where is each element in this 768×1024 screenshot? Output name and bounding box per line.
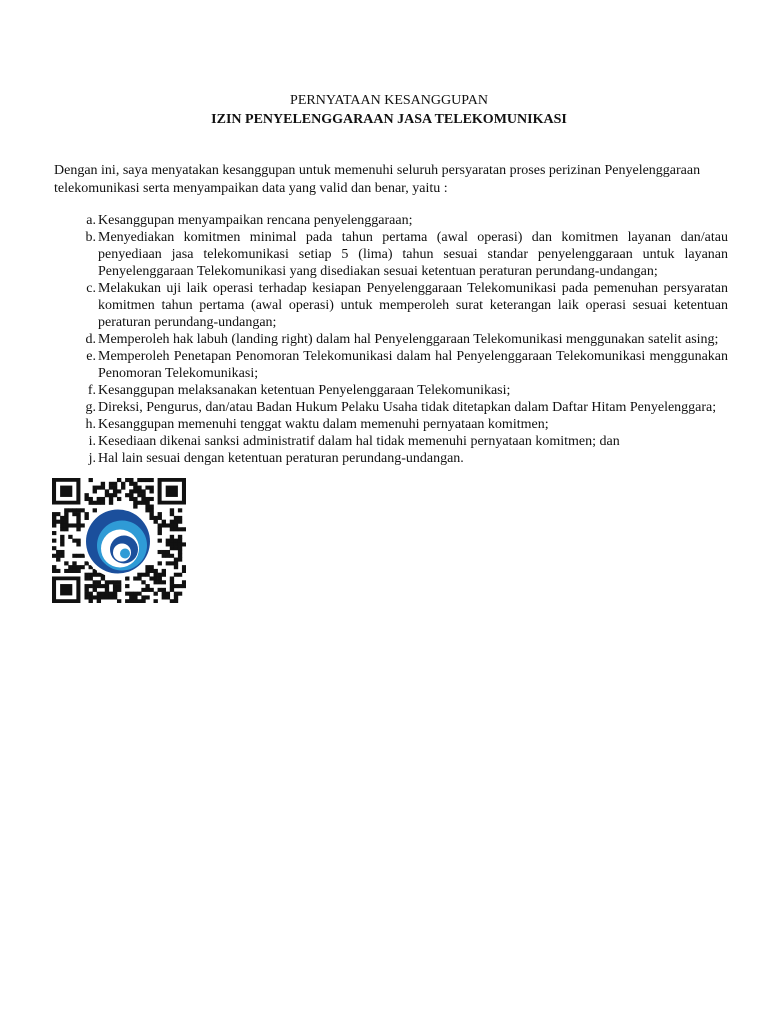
list-item-text: Memperoleh hak labuh (landing right) dalam hal Penyelenggaraan Telekomunikasi menggunakan satelit asing; (98, 332, 719, 347)
list-item (50, 280, 728, 331)
list-marker: c. (86, 281, 96, 296)
list-item (50, 450, 728, 467)
list-item-text: Kesanggupan memenuhi tenggat waktu dalam memenuhi pernyataan komitmen; (98, 417, 549, 432)
list-item (50, 433, 728, 450)
list-marker: e. (86, 349, 96, 364)
list-item-text: Kesanggupan menyampaikan rencana penyelenggaraan; (98, 213, 413, 228)
list-item-text: Menyediakan komitmen minimal pada tahun pertama (awal operasi) dan komitmen layanan dan/atau penyediaan jasa telekomunikasi setiap 5 (lima) tahun sesuai standar penyelenggaraan untuk layanan Penyelenggaraan Telekomunikasi yang disediakan sesuai ketentuan peraturan perundang-undangan; (98, 230, 728, 279)
list-marker: a. (86, 213, 96, 228)
list-item-text: Memperoleh Penetapan Penomoran Telekomunikasi dalam hal Penyelenggaraan Telekomunikasi menggunakan Penomoran Telekomunikasi; (98, 349, 728, 381)
list-item-text: Melakukan uji laik operasi terhadap kesiapan Penyelenggaraan Telekomunikasi pada pemenuhan persyaratan komitmen tahun pertama (awal operasi) untuk memperoleh surat keterangan laik operasi sesuai ketentuan peraturan perundang-undangan; (98, 281, 728, 330)
list-marker: f. (87, 383, 96, 398)
list-item (50, 348, 728, 382)
list-item-text: Direksi, Pengurus, dan/atau Badan Hukum Pelaku Usaha tidak ditetapkan dalam Daftar Hitam Penyelenggara; (98, 400, 717, 415)
document-title: PERNYATAAN KESANGGUPAN (290, 93, 488, 108)
requirements-list (50, 212, 728, 467)
list-item (50, 416, 728, 433)
list-marker: d. (85, 332, 96, 347)
list-marker: b. (85, 230, 96, 245)
list-marker: g. (85, 400, 96, 415)
qr-code-icon (52, 478, 186, 603)
qr-code-graphic (52, 478, 186, 603)
document-subtitle: IZIN PENYELENGGARAAN JASA TELEKOMUNIKASI (211, 112, 567, 127)
list-item-text: Kesediaan dikenai sanksi administratif dalam hal tidak memenuhi pernyataan komitmen; dan (98, 434, 620, 449)
list-item-text: Hal lain sesuai dengan ketentuan peraturan perundang-undangan. (98, 451, 464, 466)
list-marker: i. (88, 434, 96, 449)
list-item (50, 331, 728, 348)
list-item-text: Kesanggupan melaksanakan ketentuan Penyelenggaraan Telekomunikasi; (98, 383, 511, 398)
list-marker: j. (88, 451, 96, 466)
list-marker: h. (85, 417, 96, 432)
list-item (50, 382, 728, 399)
list-item (50, 229, 728, 280)
intro-paragraph: Dengan ini, saya menyatakan kesanggupan untuk memenuhi seluruh persyaratan proses perizinan Penyelenggaraan telekomunikasi serta menyampaikan data yang valid dan benar, yaitu : (54, 163, 701, 196)
list-item (50, 212, 728, 229)
list-item (50, 399, 728, 416)
